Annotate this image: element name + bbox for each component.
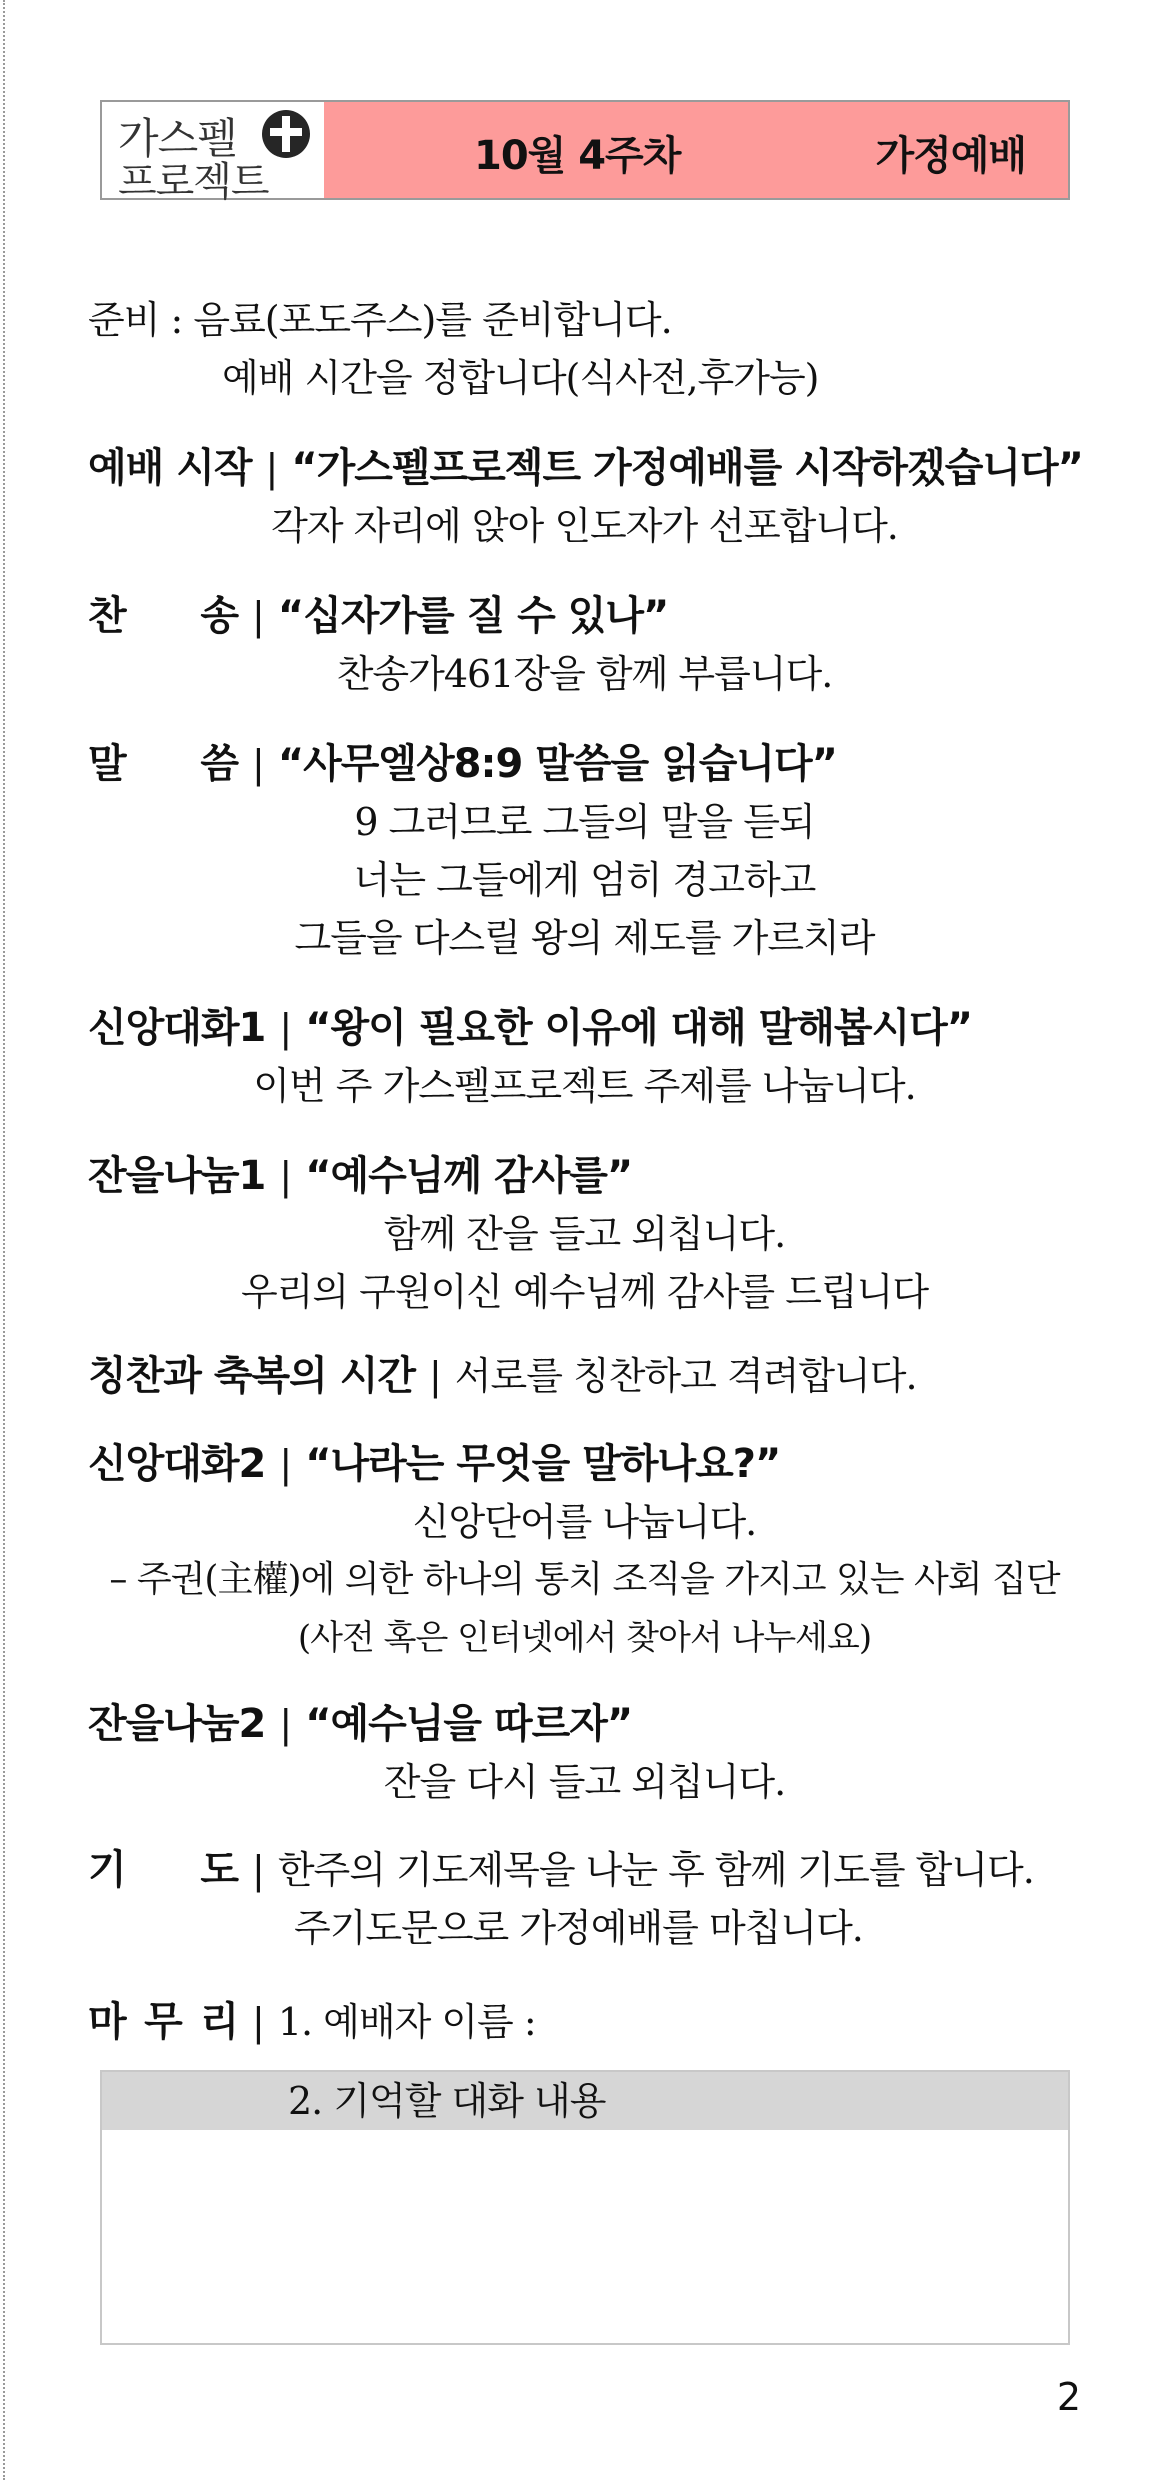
faith-talk2-definition: – 주권(主權)에 의한 하나의 통치 조직을 가지고 있는 사회 집단 xyxy=(109,1559,1060,1600)
cup2-text: 잔을 다시 들고 외칩니다. xyxy=(383,1760,786,1804)
cup1-text1: 함께 잔을 들고 외칩니다. xyxy=(383,1212,786,1256)
faith-talk2-quote: “나라는 무엇을 말하나요?” xyxy=(305,1441,781,1487)
prep-text1: 음료(포도주스)를 준비합니다. xyxy=(193,298,672,342)
faith-talk1-text: 이번 주 가스펠프로젝트 주제를 나눕니다. xyxy=(253,1064,916,1108)
word-quote: “사무엘상8:9 말씀을 읽습니다” xyxy=(277,741,837,787)
cross-icon xyxy=(262,110,310,158)
worship-header xyxy=(100,100,1070,205)
praise-label: 칭찬과 축복의 시간 xyxy=(88,1353,415,1399)
logo-line1: 가스펠 xyxy=(118,114,237,163)
cup2-label: 잔을나눔2 xyxy=(88,1701,266,1747)
faith-talk2-label: 신앙대화2 xyxy=(88,1441,266,1487)
cup1-quote: “예수님께 감사를” xyxy=(305,1153,633,1199)
prayer-text1: 한주의 기도제목을 나눈 후 함께 기도를 합니다. xyxy=(277,1848,1034,1892)
word-heading: 말 씀 | “사무엘상8:9 말씀을 읽습니다” xyxy=(88,741,837,787)
faith-talk2-text1: 신앙단어를 나눕니다. xyxy=(412,1500,757,1544)
closing-item1: 1. 예배자 이름 : xyxy=(277,2000,536,2044)
hymn-quote: “십자가를 질 수 있나” xyxy=(277,593,669,639)
notes-header xyxy=(102,2072,1068,2130)
start-text: 각자 자리에 앉아 인도자가 선포합니다. xyxy=(271,504,898,548)
faith-talk2-heading: 신앙대화2 | “나라는 무엇을 말하나요?” xyxy=(88,1441,781,1487)
prayer-text2: 주기도문으로 가정예배를 마칩니다. xyxy=(294,1906,863,1950)
faith-talk1-heading: 신앙대화1 | “왕이 필요한 이유에 대해 말해봅시다” xyxy=(88,1005,973,1051)
word-verse-line3: 그들을 다스릴 왕의 제도를 가르치라 xyxy=(294,916,875,960)
closing-heading: 마 무 리 | 1. 예배자 이름 : xyxy=(88,1999,536,2045)
start-heading: 예배 시작 | “가스펠프로젝트 가정예배를 시작하겠습니다” xyxy=(88,445,1083,491)
faith-talk1-label: 신앙대화1 xyxy=(88,1005,266,1051)
cup1-heading: 잔을나눔1 | “예수님께 감사를” xyxy=(88,1153,633,1199)
gospel-project-logo xyxy=(102,102,324,205)
prep-line1 xyxy=(88,296,672,344)
praise-heading: 칭찬과 축복의 시간 | 서로를 칭찬하고 격려합니다. xyxy=(88,1353,917,1399)
faith-talk2-note: (사전 혹은 인터넷에서 찾아서 나누세요) xyxy=(297,1618,872,1658)
header-title-bar xyxy=(324,102,1068,198)
hymn-heading: 찬 송 | “십자가를 질 수 있나” xyxy=(88,593,669,639)
hymn-label: 찬 송 xyxy=(88,593,238,639)
word-label: 말 씀 xyxy=(88,741,238,787)
logo-line2: 프로젝트 xyxy=(118,159,269,205)
hymn-text: 찬송가461장을 함께 부릅니다. xyxy=(336,652,833,696)
notes-box xyxy=(100,2070,1070,2345)
closing-label: 마 무 리 xyxy=(88,1999,238,2045)
worship-kind: 가정예배 xyxy=(875,133,1026,179)
cup1-label: 잔을나눔1 xyxy=(88,1153,266,1199)
start-quote: “가스펠프로젝트 가정예배를 시작하겠습니다” xyxy=(291,445,1083,491)
page-number: 2 xyxy=(1056,2375,1081,2419)
prayer-label: 기 도 xyxy=(88,1847,238,1893)
closing-item2: 2. 기억할 대화 내용 xyxy=(288,2079,606,2123)
praise-text: 서로를 칭찬하고 격려합니다. xyxy=(454,1354,917,1398)
faith-talk1-quote: “왕이 필요한 이유에 대해 말해봅시다” xyxy=(305,1005,973,1051)
prep-label: 준비 : xyxy=(88,298,194,342)
word-verse-line2: 너는 그들에게 엄히 경고하고 xyxy=(353,858,816,902)
cup1-text2: 우리의 구원이신 예수님께 감사를 드립니다 xyxy=(240,1270,929,1314)
week-label: 10월 4주차 xyxy=(474,133,681,179)
cup2-quote: “예수님을 따르자” xyxy=(305,1701,633,1747)
start-label: 예배 시작 xyxy=(88,445,252,491)
prayer-heading: 기 도 | 한주의 기도제목을 나눈 후 함께 기도를 합니다. xyxy=(88,1847,1034,1893)
cup2-heading: 잔을나눔2 | “예수님을 따르자” xyxy=(88,1701,633,1747)
word-verse-line1: 9 그러므로 그들의 말을 듣되 xyxy=(354,800,815,844)
prep-text2: 예배 시간을 정합니다(식사전,후가능) xyxy=(222,356,819,400)
